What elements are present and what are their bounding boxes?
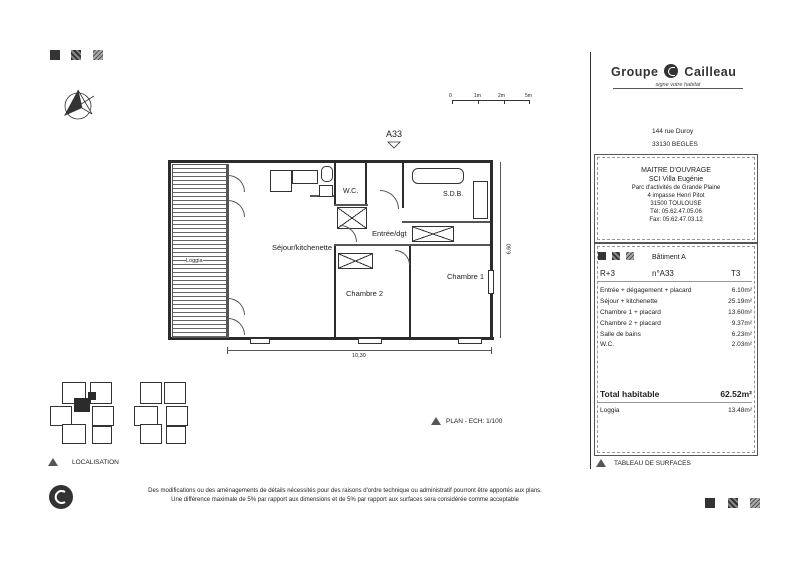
triangle-marker-icon [596, 459, 606, 467]
disclaimer-line: Des modifications ou des aménagements de détails nécessités pour des raisons d'ordre technique ou administratif pourront être apportés aux plans. [148, 488, 542, 494]
address-street: 144 rue Duroy [652, 128, 694, 135]
qr-code [50, 50, 60, 60]
disclaimer [100, 487, 590, 505]
room-label: Entrée/dgt [372, 229, 407, 238]
loggia-value: 13.48m² [728, 407, 752, 414]
address-city: 33130 BEGLES [652, 141, 698, 148]
qr-code [612, 252, 620, 260]
brand-name: Cailleau [684, 65, 737, 79]
surface-row-label: Salle de bains [600, 331, 641, 338]
surface-row-value: 6.10m² [731, 287, 752, 294]
scale-tick: 0 [449, 93, 452, 99]
scale-tick: 5m [525, 93, 532, 99]
loggia-label: Loggia [600, 407, 620, 414]
total-label: Total habitable [600, 389, 660, 399]
room-label: Loggia [186, 258, 203, 264]
brand-logo [611, 64, 736, 79]
scale-tick: 2m [498, 93, 505, 99]
scale-tick: 1m [474, 93, 481, 99]
compass-icon [58, 86, 100, 128]
owner-line: Parc d'activités de Grande Plaine [631, 185, 721, 191]
room-label: Chambre 1 [447, 272, 485, 281]
kitchen-counter [292, 170, 318, 184]
apartment-label: A33 [386, 129, 403, 139]
surface-row-value: 25.19m² [728, 298, 752, 305]
owner-info [594, 166, 758, 224]
entrance-arrow-icon [387, 141, 401, 149]
double-sink [412, 168, 464, 184]
triangle-marker-icon [48, 458, 58, 466]
qr-code [705, 498, 715, 508]
dimension-height: 6,60 [506, 243, 513, 255]
closet [338, 253, 373, 269]
qr-code [598, 252, 606, 260]
surface-row-value: 2.03m² [731, 341, 752, 348]
surface-row-label: W.C. [600, 341, 615, 348]
surface-row-label: Séjour + kitchenette [600, 298, 658, 305]
owner-fax: Fax: 05.62.47.03.12 [649, 217, 703, 223]
plan-scale-label: PLAN - ECH: 1/100 [446, 418, 503, 425]
owner-tel: Tél: 05.62.47.05.06 [650, 209, 702, 215]
toilet [321, 166, 333, 182]
room-label: S.D.B. [443, 191, 464, 198]
qr-code [71, 50, 81, 60]
stove [270, 170, 292, 192]
tableau-label: TABLEAU DE SURFACES [614, 460, 691, 467]
total-value: 62.52m² [720, 389, 752, 399]
building-level: R+3 [600, 269, 615, 278]
room-label: W.C. [343, 188, 359, 195]
owner-line: 31500 TOULOUSE [650, 201, 702, 207]
cailleau-logo-icon [664, 64, 678, 78]
surface-row-value: 13.60m² [728, 309, 752, 316]
qr-code [93, 50, 103, 60]
qr-code [750, 498, 760, 508]
surface-row-value: 6.23m² [731, 331, 752, 338]
room-label: Séjour/kitchenette [272, 243, 333, 252]
qr-code [626, 252, 634, 260]
owner-company: SCI Villa Eugénie [648, 176, 704, 183]
triangle-marker-icon [431, 417, 441, 425]
localisation-label: LOCALISATION [72, 459, 119, 466]
apartment-type: T3 [731, 269, 741, 278]
building-name: Bâtiment A [652, 254, 686, 261]
bathtub [473, 181, 488, 219]
owner-line: 4 impasse Henri Pitot [647, 193, 705, 199]
disclaimer-line: Une différence maximale de 5% par rapport aux dimensions et de 5% par rapport aux surfaces sera considérée comme acceptable [171, 497, 519, 503]
owner-title: MAITRE D'OUVRAGE [641, 167, 711, 174]
surface-row-label: Chambre 1 + placard [600, 309, 661, 316]
room-label: Chambre 2 [346, 289, 384, 298]
qr-code [728, 498, 738, 508]
surface-row-label: Entrée + dégagement + placard [600, 287, 692, 294]
surface-row-label: Chambre 2 + placard [600, 320, 661, 327]
closet [412, 226, 454, 242]
brand-tagline: signe votre habitat [613, 82, 743, 89]
loggia-area [172, 164, 229, 338]
dimension-width: 10,30 [352, 353, 366, 359]
surface-row-value: 9.37m² [731, 320, 752, 327]
brand-name: Groupe [611, 65, 659, 79]
apartment-number: n°A33 [652, 269, 674, 278]
scale-bar [452, 100, 530, 104]
sink [319, 185, 333, 197]
cailleau-logo-icon [48, 484, 74, 510]
